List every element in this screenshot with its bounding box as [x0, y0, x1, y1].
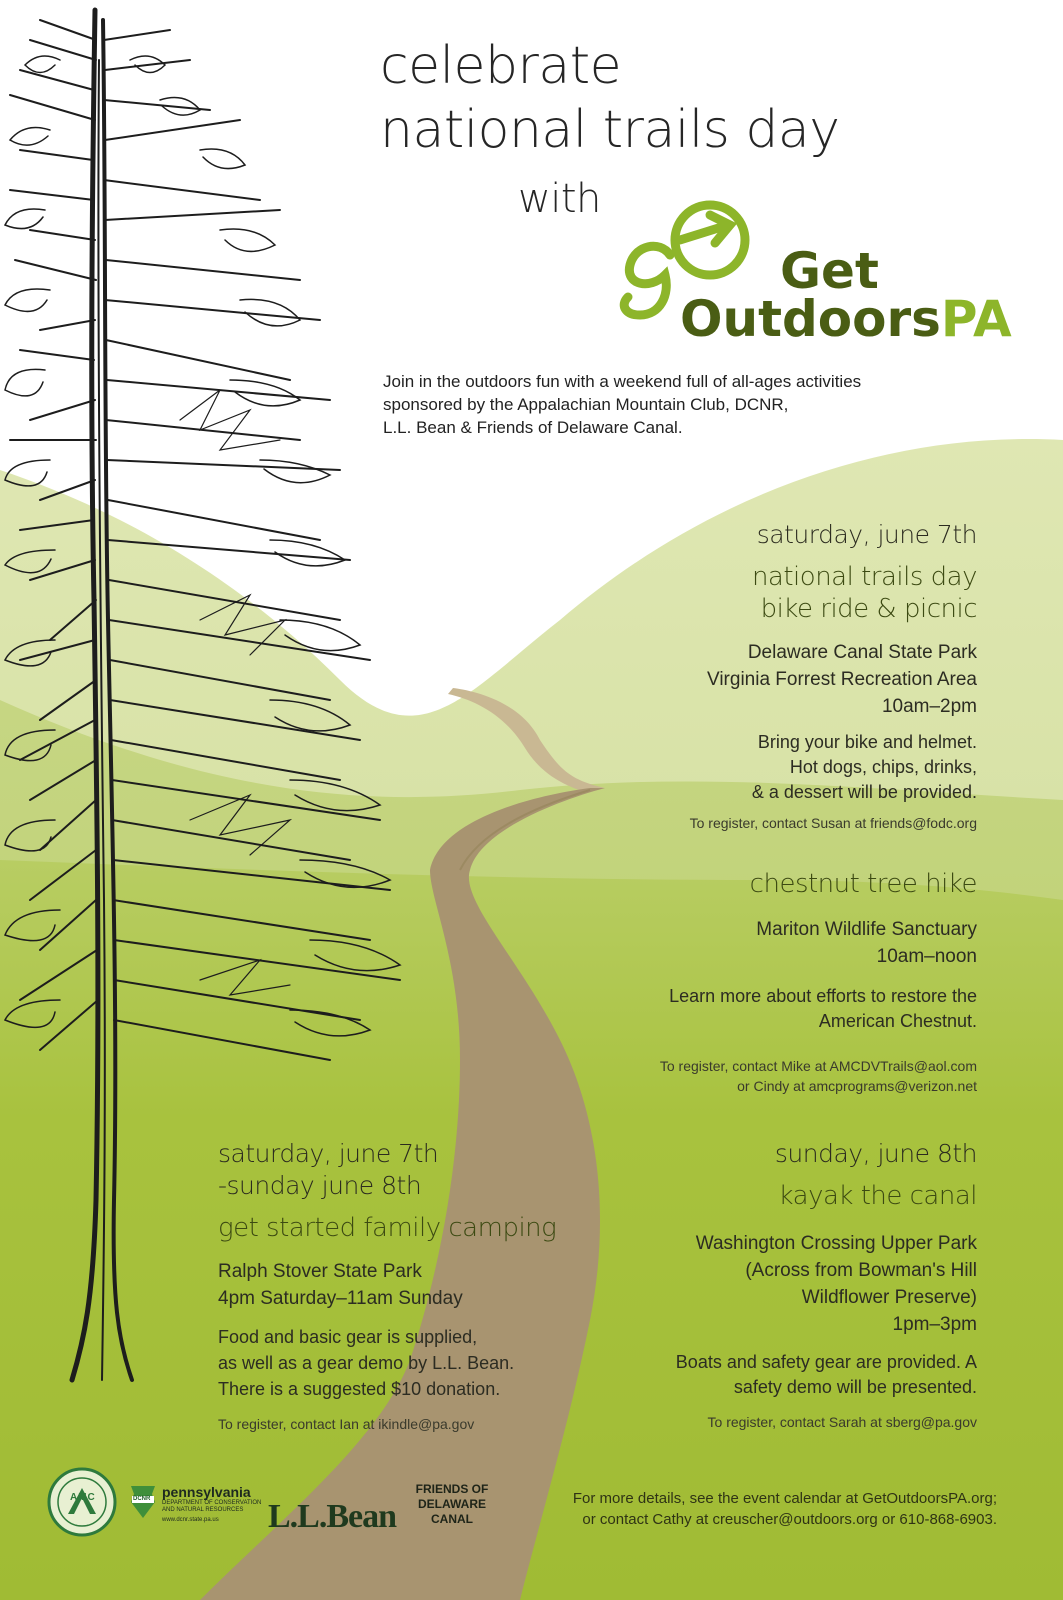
event2-venue: Mariton Wildlife Sanctuary	[756, 919, 977, 940]
event3-title: get started family camping	[218, 1213, 557, 1243]
dcnr-label: DCNR	[133, 1496, 151, 1502]
fodc-line-1: FRIENDS OF	[415, 1482, 489, 1496]
event4-time: 1pm–3pm	[892, 1314, 977, 1335]
fodc-line-2: DELAWARE	[417, 1497, 486, 1511]
event3-desc-3: There is a suggested $10 donation.	[218, 1379, 501, 1399]
event3-time: 4pm Saturday–11am Sunday	[218, 1288, 463, 1309]
intro-line-2: sponsored by the Appalachian Mountain Club, DCNR,	[383, 395, 789, 414]
amc-logo	[46, 1466, 118, 1538]
logo-get: Get	[780, 242, 879, 300]
event4-register: To register, contact Sarah at sberg@pa.gov	[707, 1414, 977, 1430]
title-line-3: with	[518, 176, 601, 222]
event3-register: To register, contact Ian at ikindle@pa.gov	[218, 1416, 475, 1432]
event3-venue: Ralph Stover State Park	[218, 1261, 422, 1282]
event-kayak	[557, 1138, 977, 1430]
logo-outdoors	[680, 290, 1012, 348]
event1-title-2: bike ride & picnic	[760, 594, 977, 624]
event1-desc-1: Bring your bike and helmet.	[757, 732, 977, 752]
event2-title: chestnut tree hike	[749, 869, 977, 899]
logo-outdoors-word: Outdoors	[680, 290, 941, 348]
pa-dept-1: DEPARTMENT OF CONSERVATION	[162, 1500, 262, 1506]
dcnr-keystone-icon	[128, 1484, 158, 1520]
event1-desc-3: & a dessert will be provided.	[751, 782, 977, 802]
footer-details	[477, 1488, 997, 1530]
event2-desc-1: Learn more about efforts to restore the	[669, 986, 977, 1006]
event3-date-1: saturday, june 7th	[218, 1139, 439, 1168]
title-line-1: celebrate	[380, 36, 622, 96]
logo-pa: PA	[940, 290, 1012, 348]
pa-dept-2: AND NATURAL RESOURCES	[162, 1507, 244, 1513]
amc-letters: AMC	[70, 1492, 96, 1503]
event1-venue-2: Virginia Forrest Recreation Area	[707, 669, 977, 690]
event4-desc-2: safety demo will be presented.	[733, 1377, 977, 1397]
event3-desc-2: as well as a gear demo by L.L. Bean.	[218, 1353, 515, 1373]
event4-title: kayak the canal	[778, 1181, 977, 1211]
event4-venue-1: Washington Crossing Upper Park	[695, 1233, 977, 1254]
event1-desc-2: Hot dogs, chips, drinks,	[789, 757, 977, 777]
intro-text	[383, 370, 1003, 439]
event1-register: To register, contact Susan at friends@fodc.org	[689, 815, 977, 831]
fodc-logo	[404, 1482, 500, 1527]
event2-desc-2: American Chestnut.	[818, 1011, 977, 1031]
fodc-line-3: CANAL	[431, 1512, 473, 1526]
event-chestnut-hike	[377, 868, 977, 1096]
intro-line-3: L.L. Bean & Friends of Delaware Canal.	[383, 418, 683, 437]
event1-title-1: national trails day	[751, 562, 977, 592]
pa-url: www.dcnr.state.pa.us	[162, 1517, 219, 1523]
event2-time: 10am–noon	[876, 946, 977, 967]
intro-line-1: Join in the outdoors fun with a weekend full of all-ages activities	[383, 372, 862, 391]
event4-venue-3: Wildflower Preserve)	[801, 1287, 977, 1308]
event2-register-2: or Cindy at amcprograms@verizon.net	[737, 1078, 977, 1094]
pa-name: pennsylvania	[162, 1484, 251, 1500]
event3-date-2: -sunday june 8th	[218, 1171, 422, 1200]
event-bike-ride	[377, 520, 977, 831]
event1-venue-1: Delaware Canal State Park	[747, 642, 977, 663]
llbean-logo: L.L.Bean	[268, 1498, 397, 1535]
event1-time: 10am–2pm	[881, 696, 977, 717]
event4-date: sunday, june 8th	[774, 1139, 977, 1168]
title-line-2: national trails day	[380, 100, 840, 160]
footer-details-2: or contact Cathy at creuscher@outdoors.org or 610-868-6903.	[582, 1511, 997, 1528]
event2-register-1: To register, contact Mike at AMCDVTrails@aol.com	[659, 1058, 977, 1074]
event1-date: saturday, june 7th	[756, 520, 977, 549]
pa-dcnr-logo	[162, 1484, 272, 1524]
event3-desc-1: Food and basic gear is supplied,	[218, 1327, 478, 1347]
event4-desc-1: Boats and safety gear are provided. A	[675, 1352, 977, 1372]
event4-venue-2: (Across from Bowman's Hill	[745, 1260, 977, 1281]
footer-details-1: For more details, see the event calendar at GetOutdoorsPA.org;	[572, 1490, 997, 1507]
